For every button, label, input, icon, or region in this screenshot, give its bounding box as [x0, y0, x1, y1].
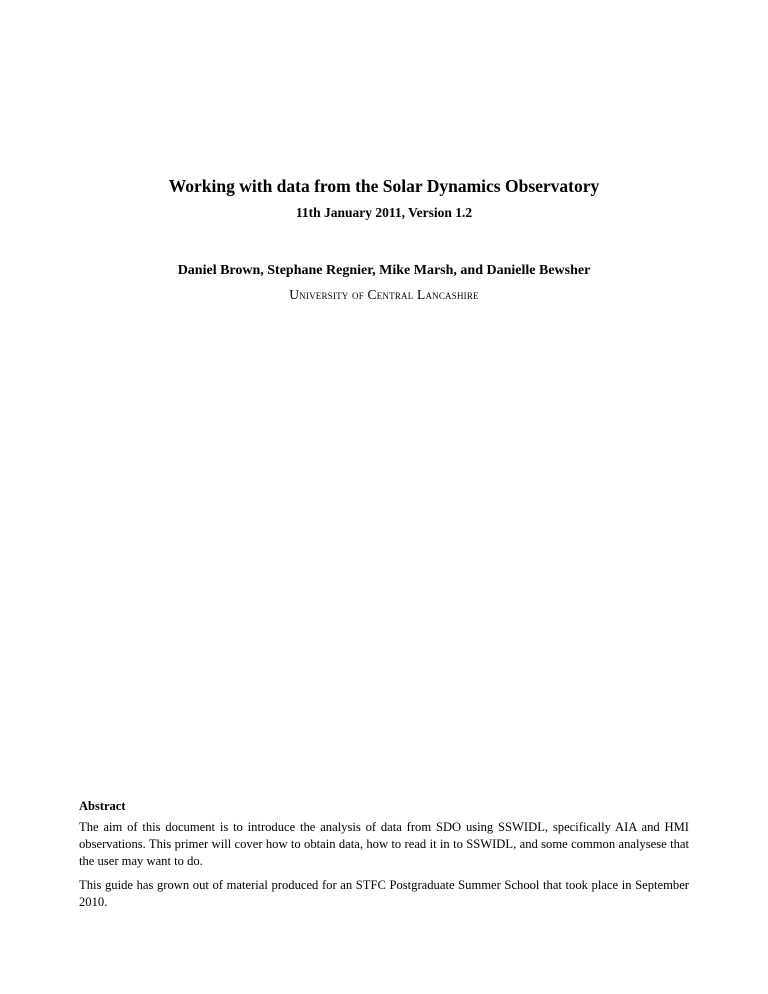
abstract-heading: Abstract: [79, 799, 126, 813]
abstract-paragraph: This guide has grown out of material produced for an STFC Postgraduate Summer School that took place in September 2010.: [79, 878, 689, 909]
affiliation: University of Central Lancashire: [289, 287, 479, 302]
author-list: Daniel Brown, Stephane Regnier, Mike Marsh, and Danielle Bewsher: [177, 263, 591, 278]
abstract-body: [79, 819, 689, 918]
abstract-paragraph: The aim of this document is to introduce the analysis of data from SDO using SSWIDL, specifically AIA and HMI observations. This primer will cover how to obtain data, how to read it in to SSWIDL, and some common analysese that the user may want to do.: [79, 820, 689, 868]
document-title: Working with data from the Solar Dynamics Observatory: [168, 176, 600, 196]
date-version: 11th January 2011, Version 1.2: [295, 205, 473, 220]
